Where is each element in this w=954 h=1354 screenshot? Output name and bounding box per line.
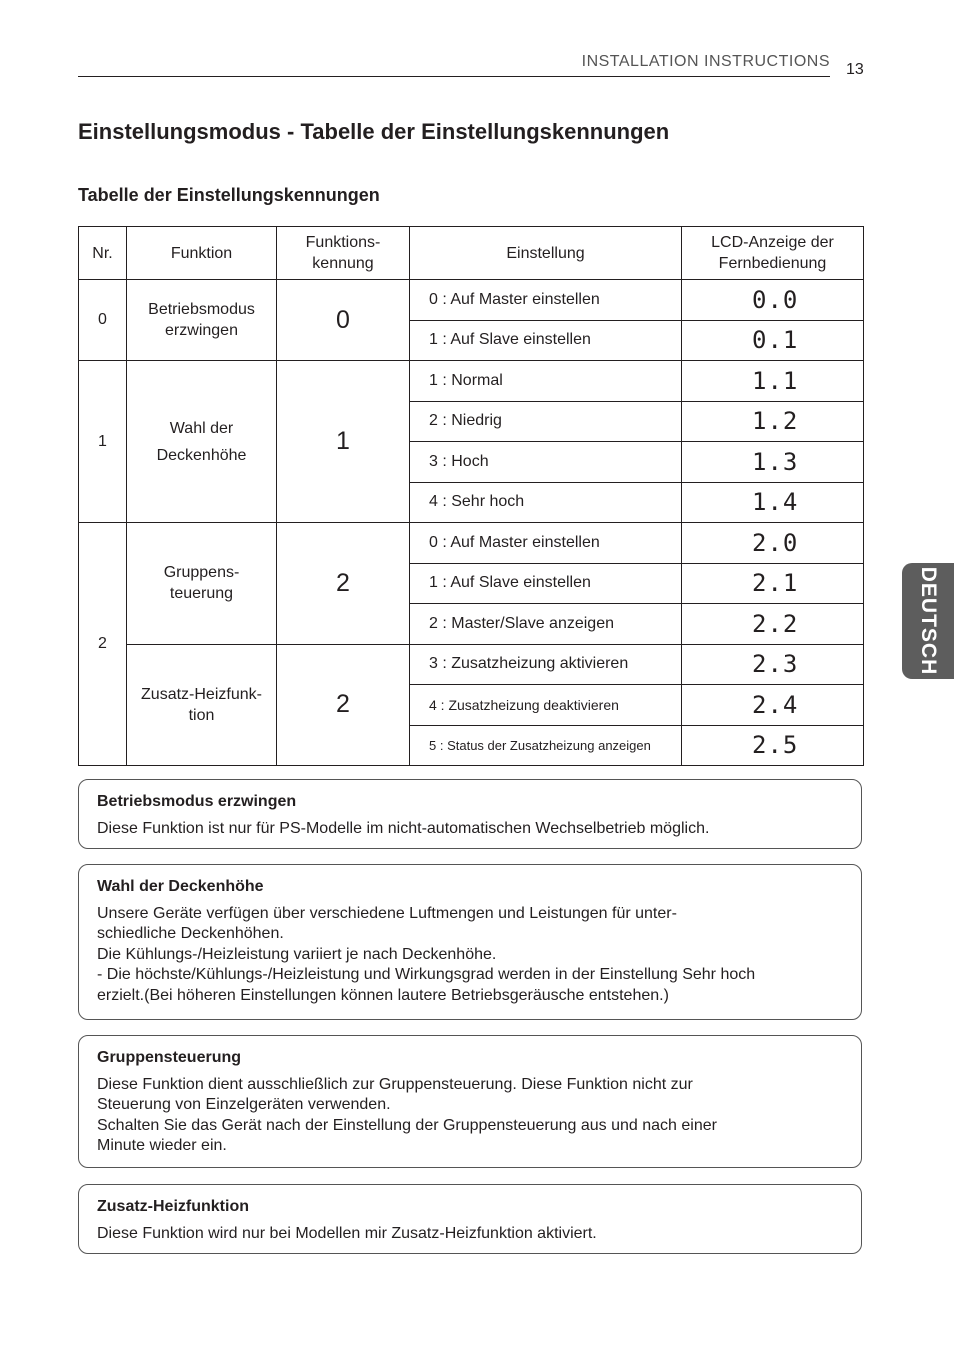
note-line: Schalten Sie das Gerät nach der Einstellung der Gruppensteuerung aus und nach einer (97, 1116, 717, 1134)
note-line: schiedliche Deckenhöhen. (97, 925, 284, 942)
row-lcd (682, 401, 864, 442)
note-betriebsmodus (78, 779, 862, 849)
note-line: Minute wieder ein. (97, 1137, 227, 1154)
lcd-display-value: 1.3 (752, 447, 799, 476)
row-setting: 1 : Normal (410, 361, 682, 402)
lcd-display-value: 2.4 (752, 690, 799, 719)
row-setting: 2 : Niedrig (410, 401, 682, 442)
row-setting: 3 : Hoch (410, 442, 682, 483)
row-function-code: 2 (277, 644, 410, 766)
row-lcd (682, 563, 864, 604)
row-lcd (682, 604, 864, 645)
table-row (79, 523, 864, 564)
row-function-name: Betriebsmodus erzwingen (127, 280, 277, 361)
note-line: erzielt.(Bei höheren Einstellungen können lautere Betriebsgeräusche entstehen.) (97, 986, 669, 1004)
note-line: Diese Funktion dient ausschließlich zur Gruppensteuerung. Diese Funktion nicht zur (97, 1075, 693, 1093)
row-setting: 3 : Zusatzheizung aktivieren (410, 644, 682, 685)
row-lcd (682, 685, 864, 726)
page-number: 13 (846, 61, 864, 78)
lcd-display-value: 2.5 (752, 731, 799, 760)
note-line: Diese Funktion ist nur für PS-Modelle im nicht-automatischen Wechselbetrieb möglich. (97, 819, 710, 837)
header-title: INSTALLATION INSTRUCTIONS (581, 53, 830, 70)
row-lcd (682, 442, 864, 483)
row-function-code: 1 (277, 361, 410, 523)
note-line: Steuerung von Einzelgeräten verwenden. (97, 1096, 391, 1113)
header-lcd-anzeige: LCD-Anzeige der Fernbedienung (682, 227, 864, 280)
row-lcd (682, 280, 864, 321)
row-lcd (682, 725, 864, 766)
row-setting: 1 : Auf Slave einstellen (410, 320, 682, 361)
row-setting: 2 : Master/Slave anzeigen (410, 604, 682, 645)
lcd-display-value: 2.1 (752, 569, 799, 598)
header-nr: Nr. (79, 227, 127, 280)
note-deckenhoehe (78, 864, 862, 1020)
lcd-display-value: 2.2 (752, 609, 799, 638)
row-setting: 5 : Status der Zusatzheizung anzeigen (410, 725, 682, 766)
note-line: Unsere Geräte verfügen über verschiedene Luftmengen und Leistungen für unter- (97, 904, 677, 922)
row-lcd (682, 361, 864, 402)
row-lcd (682, 644, 864, 685)
row-lcd (682, 482, 864, 523)
row-nr: 2 (79, 523, 127, 766)
lcd-display-value: 0.1 (752, 326, 799, 355)
row-setting: 4 : Sehr hoch (410, 482, 682, 523)
lcd-display-value: 2.3 (752, 650, 799, 679)
table-title: Tabelle der Einstellungskennungen (78, 185, 380, 205)
note-line: Die Kühlungs-/Heizleistung variiert je nach Deckenhöhe. (97, 945, 497, 963)
row-setting: 1 : Auf Slave einstellen (410, 563, 682, 604)
row-nr: 0 (79, 280, 127, 361)
header-funktionskennung: Funktions-kennung (277, 227, 410, 280)
lcd-display-value: 0.0 (752, 285, 799, 314)
language-tab-label: DEUTSCH (917, 566, 940, 676)
header-rule (78, 76, 830, 77)
table-header-row (79, 227, 864, 280)
row-function-name: Wahl der Deckenhöhe (127, 361, 277, 523)
row-setting: 0 : Auf Master einstellen (410, 280, 682, 321)
page-title: Einstellungsmodus - Tabelle der Einstellungskennungen (78, 119, 670, 144)
note-line: Diese Funktion wird nur bei Modellen mir Zusatz-Heizfunktion aktiviert. (97, 1224, 597, 1242)
lcd-display-value: 1.1 (752, 366, 799, 395)
row-function-code: 2 (277, 523, 410, 645)
table-row (79, 644, 864, 685)
note-title: Betriebsmodus erzwingen (97, 793, 297, 810)
row-function-name: Gruppens-teuerung (127, 523, 277, 645)
language-tab (902, 563, 954, 679)
note-zusatz-heizfunktion (78, 1184, 862, 1254)
row-function-code: 0 (277, 280, 410, 361)
settings-table (78, 226, 864, 766)
table-row (79, 361, 864, 402)
row-nr: 1 (79, 361, 127, 523)
row-setting: 0 : Auf Master einstellen (410, 523, 682, 564)
row-function-name: Zusatz-Heizfunk-tion (127, 644, 277, 766)
lcd-display-value: 2.0 (752, 528, 799, 557)
note-gruppensteuerung (78, 1035, 862, 1168)
header-funktion: Funktion (127, 227, 277, 280)
lcd-display-value: 1.2 (752, 407, 799, 436)
row-lcd (682, 523, 864, 564)
note-line: - Die höchste/Kühlungs-/Heizleistung und Wirkungsgrad werden in der Einstellung Sehr hoch (97, 966, 756, 983)
note-title: Wahl der Deckenhöhe (97, 878, 264, 895)
row-lcd (682, 320, 864, 361)
table-row (79, 280, 864, 321)
header-einstellung: Einstellung (410, 227, 682, 280)
note-title: Gruppensteuerung (97, 1049, 242, 1066)
lcd-display-value: 1.4 (752, 488, 799, 517)
note-title: Zusatz-Heizfunktion (97, 1198, 249, 1215)
row-setting: 4 : Zusatzheizung deaktivieren (410, 685, 682, 726)
